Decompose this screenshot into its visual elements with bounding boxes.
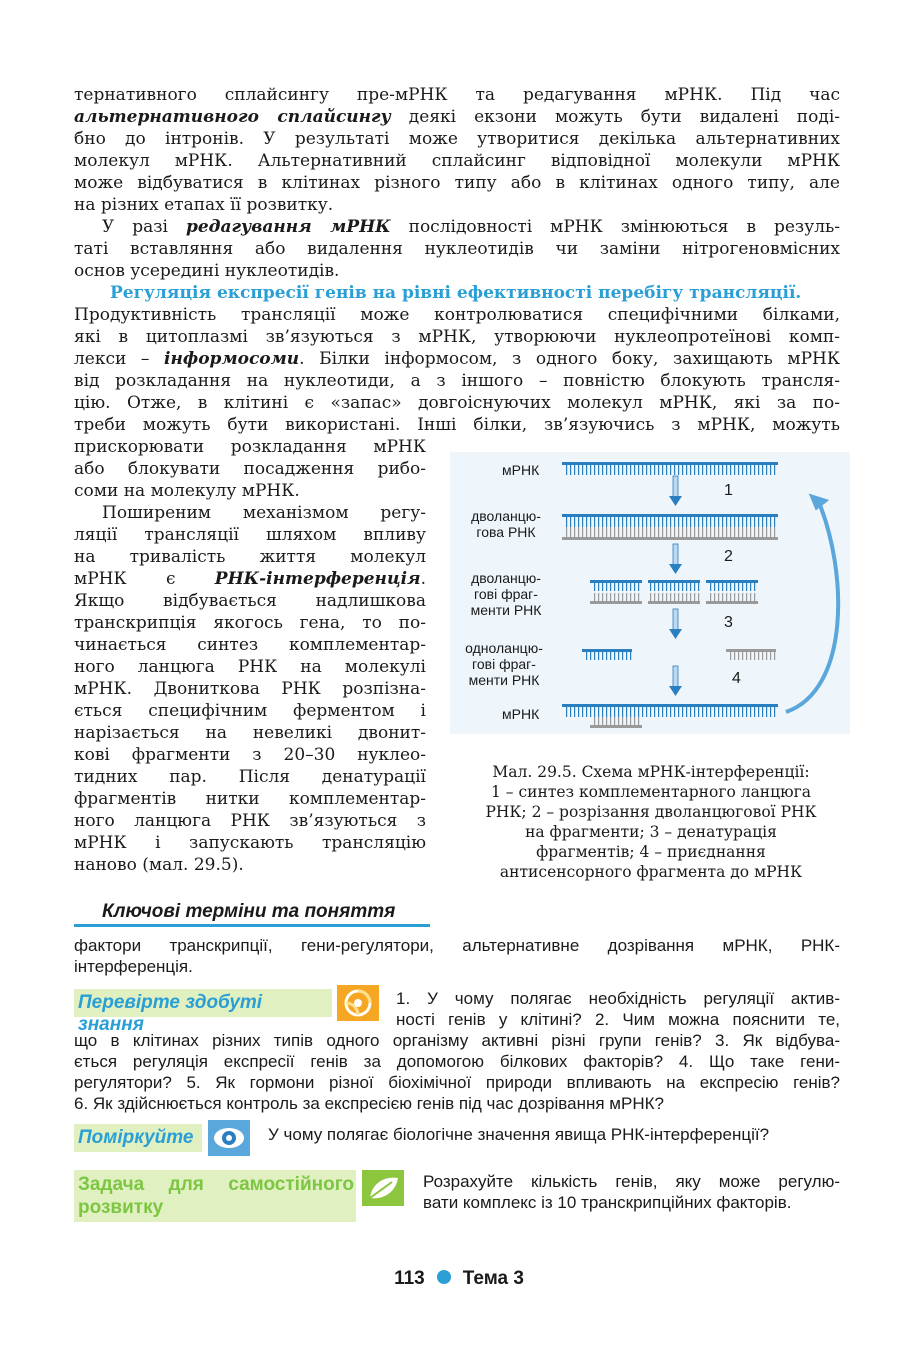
label-mrna-top: мРНК: [502, 462, 540, 478]
text-line: кові фрагменти з 20–30 нуклео-: [74, 745, 426, 765]
text-line: від розкладання на нуклеотиди, а з іншого – повністю блокують трансля-: [74, 371, 840, 391]
text-line: нарізається на невеликі двонит-: [74, 723, 426, 743]
label-ss-fragments: одноланцю- гові фраг- менти РНК: [465, 640, 543, 688]
page-footer: [0, 1268, 918, 1290]
check-knowledge-text-body: що в клітинах різних типів одного організму активні різні групи генів? 3. Як відбува- ється регуляція експресії генів за допомогою білкових факторів? 4. Що таке гени- регулятори? 5. Як гормони різної біохімічної природи впливають на експресію генів? 6. Як здійснюється контроль за експресією генів під час дозрівання мРНК?: [74, 1031, 840, 1113]
step-arrow-2: [669, 544, 682, 574]
text-line: цію. Отже, в клітині є «запас» довгоіснуючих молекул мРНК, які за по-: [74, 393, 840, 413]
spiral-icon: [337, 985, 379, 1021]
cycle-arrow: [786, 500, 838, 712]
step-arrow-1: [669, 476, 682, 506]
page-number: 113: [394, 1268, 425, 1289]
task-header: [74, 1170, 356, 1222]
text-line: ного ланцюга РНК на молекулі: [74, 657, 426, 677]
topic-label: Тема 3: [462, 1268, 524, 1289]
text-line: треби можуть бути використані. Інші білки, зв’язуючись з мРНК, можуть: [74, 415, 840, 435]
mrna-strand-top: [562, 462, 778, 475]
text-line: на тривалість життя молекул: [74, 547, 426, 567]
single-strand-fragments: [582, 649, 776, 660]
check-knowledge-text-head: 1. У чому полягає необхідність регуляції актив- ності генів у клітині? 2. Чим можна пояснити те,: [396, 989, 840, 1029]
text-line: мРНК є РНК-інтерференція.: [74, 569, 426, 589]
label-mrna-bottom: мРНК: [502, 706, 540, 722]
section-heading: Регуляція експресії генів на рівні ефективності перебігу трансляції.: [110, 283, 802, 303]
text-line: ного ланцюга РНК зв’язуються з: [74, 811, 426, 831]
footer-dot: [437, 1270, 451, 1284]
text-line: соми на молекулу мРНК.: [74, 481, 300, 501]
task-title-line1: Задача для самостійного: [78, 1174, 354, 1195]
main-text-left-column: [74, 436, 426, 876]
text-line: Якщо відбувається надлишкова: [74, 591, 426, 611]
text-line: транскрипція якогось гена, то по-: [74, 613, 426, 633]
text-line: бно до інтронів. У результаті може утворитися декілька альтернативних: [74, 129, 840, 149]
eye-icon: [208, 1120, 250, 1156]
text-line: може відбуватися в клітинах різного типу або в клітинах одного типу, але: [74, 173, 840, 193]
rna-interference-diagram: [450, 452, 850, 734]
text-line: тернативного сплайсингу пре-мРНК та редагування мРНК. Під час: [74, 85, 840, 105]
text-line: ється специфічним ферментом і: [74, 701, 426, 721]
figure-caption: Мал. 29.5. Схема мРНК-інтерференції: 1 – синтез комплементарного ланцюга РНК; 2 – розрізання дволанцюгової РНК на фрагменти; 3 – денатурація фрагментів; 4 – приєднання антисенсорного фрагмента до мРНК: [485, 763, 817, 881]
step-arrow-3: [669, 609, 682, 639]
key-terms-text: фактори транскрипції, гени-регулятори, альтернативне дозрівання мРНК, РНК- інтерференція.: [74, 936, 840, 976]
text-line: альтернативного сплайсингу деякі екзони можуть бути видалені поді-: [74, 107, 841, 127]
text-line: які в цитоплазмі зв’язуються з мРНК, утворюючи нуклеопротеїнові комп-: [74, 327, 840, 347]
text-line: тидних пар. Після денатурації: [74, 767, 426, 787]
key-terms-title: Ключові терміни та поняття: [74, 901, 430, 927]
check-knowledge-header: [74, 989, 332, 1035]
think-header: [74, 1124, 202, 1152]
step-number-2: 2: [724, 548, 733, 565]
mrna-strand-bottom: [562, 704, 778, 728]
step-number-4: 4: [732, 670, 741, 687]
text-line: прискорювати розкладання мРНК: [74, 437, 426, 457]
text-line: або блокувати посадження рибо-: [74, 459, 426, 479]
double-strand-rna: [562, 514, 778, 540]
text-line: основ усередині нуклеотидів.: [74, 261, 340, 281]
step-number-3: 3: [724, 614, 733, 631]
text-line: наново (мал. 29.5).: [74, 855, 244, 875]
step-arrow-4: [669, 666, 682, 696]
task-text: Розрахуйте кількість генів, яку може регулю- вати комплекс із 10 транскрипційних факторів.: [423, 1172, 840, 1212]
text-line: на різних етапах її розвитку.: [74, 195, 334, 215]
label-ds-fragments: дволанцю- гові фраг- менти РНК: [470, 570, 542, 618]
text-line: мРНК і запускають трансляцію: [74, 833, 426, 853]
double-strand-fragments: [590, 580, 758, 604]
text-line: фрагментів нитки комплементар-: [74, 789, 426, 809]
text-line: Продуктивність трансляції може контролюватися специфічними білками,: [74, 305, 840, 325]
task-title-line2: розвитку: [78, 1197, 164, 1218]
think-text: У чому полягає біологічне значення явища РНК-інтерференції?: [268, 1125, 770, 1144]
text-line: У разі редагування мРНК послідовності мРНК змінюються в резуль-: [102, 217, 840, 237]
text-line: чинається синтез комплементар-: [74, 635, 426, 655]
text-line: Поширеним механізмом регу-: [102, 503, 426, 523]
leaf-pen-icon: [362, 1170, 404, 1206]
text-line: таті вставляння або видалення нуклеотидів чи заміни нітрогеновмісних: [74, 239, 840, 259]
check-knowledge-title: Перевірте здобуті знання: [78, 992, 263, 1035]
label-ds-rna: дволанцю- гова РНК: [471, 508, 541, 540]
text-line: мРНК. Двониткова РНК розпізна-: [74, 679, 426, 699]
text-line: лекси – інформосоми. Білки інформосом, з одного боку, захищають мРНК: [74, 349, 840, 369]
step-number-1: 1: [724, 482, 733, 499]
think-title: Поміркуйте: [78, 1127, 194, 1148]
main-text-top: [74, 84, 840, 436]
text-line: ляції трансляції шляхом впливу: [74, 525, 426, 545]
text-line: молекул мРНК. Альтернативний сплайсинг відповідної молекули мРНК: [74, 151, 840, 171]
